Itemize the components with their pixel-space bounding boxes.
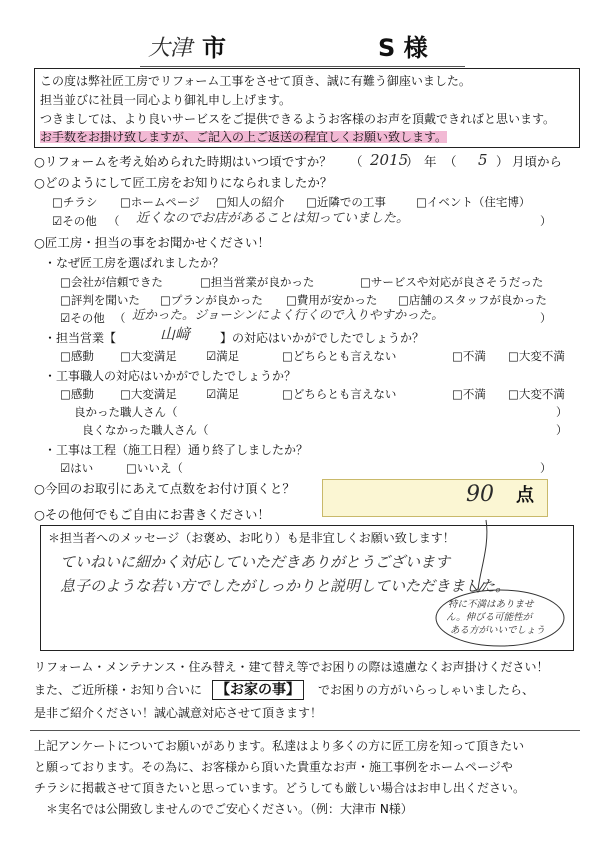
q2-option-referral[interactable]: □知人の紹介 [216, 195, 285, 209]
q2-other-label[interactable]: ☑その他 [52, 214, 97, 228]
q3-sub4-option-yes[interactable]: ☑はい [60, 461, 94, 475]
q3-sub1-other-paren-close: ） [540, 311, 552, 325]
city-suffix: 市 [202, 34, 226, 62]
q3-option-trust[interactable]: □会社が信頼できた [60, 275, 163, 289]
q2-other-paren-close: ） [540, 214, 552, 228]
q2-option-flyer[interactable]: □チラシ [52, 195, 98, 209]
q3-sub2-option-1[interactable]: □大変満足 [120, 349, 177, 363]
q3-sub2-suffix: 】の対応はいかがでしたでしょうか？ [220, 331, 425, 345]
message-line-2[interactable]: 息子のような若い方でしたがしっかりと説明していただきました。 [60, 577, 511, 595]
q2-label: ○どのようにして匠工房をお知りになられましたか？ [34, 175, 333, 190]
intro-line-2: 担当並びに社員一同心より御礼申し上げます。 [40, 93, 292, 107]
q3-option-staff[interactable]: □店舗のスタッフが良かった [398, 293, 547, 307]
q1-month-paren-close: ） [496, 154, 509, 169]
q3-option-service[interactable]: □サービスや対応が良さそうだった [360, 275, 544, 289]
q3-sub1-other-answer[interactable]: 近かった。ジョーシンによく行くので入りやすかった。 [132, 307, 444, 322]
message-header: ＊担当者へのメッセージ（お褒め、お叱り）も是非宜しくお願い致します！ [48, 531, 455, 545]
q1-month-value[interactable]: 5 [478, 151, 488, 169]
q2-option-homepage[interactable]: □ホームページ [120, 195, 200, 209]
q3-sub2-option-0[interactable]: □感動 [60, 349, 94, 363]
footer-line-3: 是非ご紹介ください！誠心誠意対応させて頂きます！ [34, 706, 323, 720]
q3-bad-worker-close: ） [556, 423, 568, 437]
customer-name: S 様 [378, 34, 428, 62]
q3-sub3-label: ・工事職人の対応はいかがでしたでしょうか？ [44, 369, 297, 383]
q3-sub2-option-5[interactable]: □大変不満 [508, 349, 565, 363]
note-line-4: ＊実名では公開致しませんのでご安心ください。（例：大津市 N様） [46, 802, 413, 816]
footer-line-2-box: 【お家の事】 [212, 680, 304, 700]
q3-sub2-sales-name[interactable]: 山﨑 [160, 325, 191, 343]
q1-year-value[interactable]: 2015 [370, 151, 409, 169]
bubble-line-2[interactable]: ん。伸びる可能性が [446, 612, 533, 623]
intro-line-3: つきましては、より良いサービスをご提供できるようお客様のお声を頂戴できればと思います。 [40, 112, 556, 126]
q3-sub3-option-2[interactable]: ☑満足 [206, 387, 240, 401]
q3-sub2-option-2[interactable]: ☑満足 [206, 349, 240, 363]
q3-sub3-option-4[interactable]: □不満 [452, 387, 486, 401]
q3-good-worker-close: ） [556, 405, 568, 419]
q3-sub4-label: ・工事は工程（施工日程）通り終了しましたか？ [44, 443, 309, 457]
q1-year-paren-close: ） [406, 154, 419, 169]
q2-other-paren: （ [108, 214, 120, 228]
q3-sub1-other-label[interactable]: ☑その他 [60, 311, 105, 325]
intro-line-1: この度は弊社匠工房でリフォーム工事をさせて頂き、誠に有難う御座いました。 [40, 74, 471, 88]
note-line-1: 上記アンケートについてお願いがあります。私達はより多くの方に匠工房を知って頂きたい [34, 739, 525, 753]
score-value[interactable]: 90 [466, 482, 494, 507]
q3-sub3-option-3[interactable]: □どちらとも言えない [282, 387, 397, 401]
q1-month-paren: （ [444, 154, 457, 169]
q3-bad-worker: 良くなかった職人さん（ [82, 423, 209, 437]
q3-option-plan[interactable]: □プランが良かった [160, 293, 263, 307]
q1-label: ○リフォームを考え始められた時期はいつ頃ですか？ [34, 154, 332, 169]
q3-option-price[interactable]: □費用が安かった [286, 293, 378, 307]
note-line-2: と願っております。その為に、お客様から頂いた貴重なお声・施工事例をホームページや [34, 760, 513, 774]
q3-option-reputation[interactable]: □評判を聞いた [60, 293, 140, 307]
q3-sub4-close: ） [540, 461, 552, 475]
bubble-line-3[interactable]: ある方がいいでしょう [450, 625, 546, 636]
q3-sub3-option-0[interactable]: □感動 [60, 387, 94, 401]
q3-sub3-option-1[interactable]: □大変満足 [120, 387, 177, 401]
city-handwritten: 大津 [148, 36, 193, 61]
q1-year-paren: （ [350, 154, 363, 169]
q3-good-worker: 良かった職人さん（ [74, 405, 178, 419]
footer-divider [30, 730, 580, 731]
footer-line-2-pre: また、ご近所様・お知り合いに [34, 683, 203, 697]
q3-sub2-option-3[interactable]: □どちらとも言えない [282, 349, 397, 363]
q2-option-event[interactable]: □イベント（住宅博） [416, 195, 531, 209]
q4-label: ○今回のお取引にあえて点数をお付け頂くと？ [34, 481, 295, 496]
intro-line-4: お手数をお掛け致しますが、ご記入の上ご返送の程宜しくお願い致します。 [40, 130, 448, 144]
bubble-line-1[interactable]: 特に不満はありませ [448, 599, 534, 610]
q3-sub4-option-no[interactable]: □いいえ（ [126, 461, 183, 475]
message-line-1[interactable]: ていねいに細かく対応していただきありがとうございます [60, 553, 451, 571]
q3-sub2-option-4[interactable]: □不満 [452, 349, 486, 363]
q2-other-answer[interactable]: 近くなのでお店があることは知っていました。 [136, 211, 410, 226]
q1-month-label: 月頃から [512, 154, 563, 169]
note-line-3: チラシに掲載させて頂きたいと思っています。どうしても厳しい場合はお申し出ください。 [34, 781, 526, 795]
q2-option-nearby[interactable]: □近隣での工事 [306, 195, 386, 209]
q3-label: ○匠工房・担当の事をお聞かせください！ [34, 235, 270, 250]
q3-sub2-prefix: ・担当営業【 [44, 331, 117, 345]
q3-sub1-label: ・なぜ匠工房を選ばれましたか？ [44, 256, 225, 270]
score-unit: 点 [516, 485, 534, 506]
q1-year-label: 年 [424, 154, 437, 169]
q5-label: ○その他何でもご自由にお書きください！ [34, 507, 270, 522]
q3-option-sales[interactable]: □担当営業が良かった [200, 275, 315, 289]
footer-line-2-post: でお困りの方がいらっしゃいましたら、 [318, 683, 535, 697]
footer-line-1: リフォーム・メンテナンス・住み替え・建て替え等でお困りの際は遠慮なくお声掛けください！ [34, 660, 549, 674]
q3-sub3-option-5[interactable]: □大変不満 [508, 387, 565, 401]
q3-sub1-other-paren: （ [114, 311, 126, 325]
